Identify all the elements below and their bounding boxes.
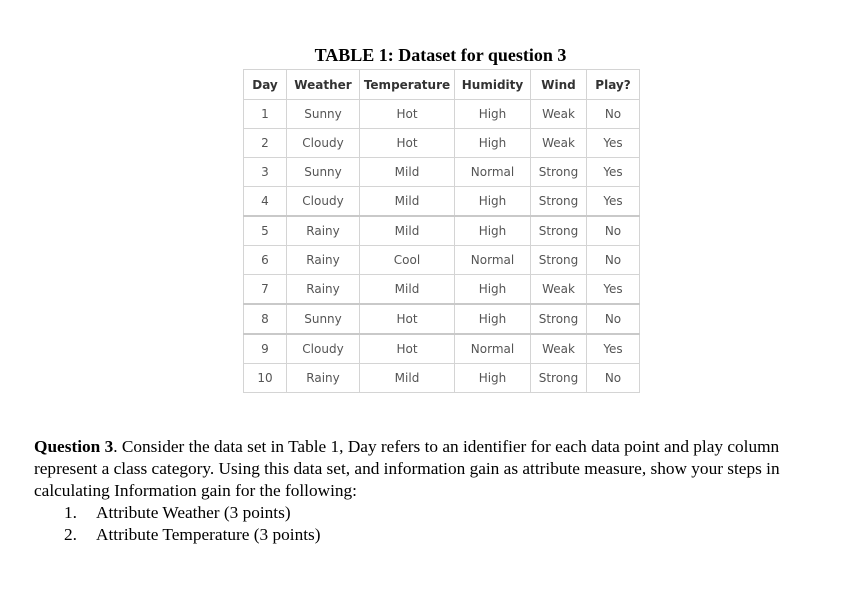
cell-play: No (587, 364, 640, 393)
cell-wind: Weak (531, 275, 587, 305)
cell-day: 6 (244, 246, 287, 275)
table-row (244, 129, 640, 158)
cell-play: No (587, 246, 640, 275)
cell-weather: Sunny (287, 304, 360, 334)
column-header-humidity: Humidity (455, 70, 531, 100)
cell-day: 1 (244, 100, 287, 129)
question-block (34, 436, 834, 546)
cell-weather: Cloudy (287, 187, 360, 217)
cell-day: 10 (244, 364, 287, 393)
cell-play: Yes (587, 334, 640, 364)
cell-day: 7 (244, 275, 287, 305)
table-row (244, 187, 640, 217)
cell-weather: Cloudy (287, 129, 360, 158)
cell-humidity: High (455, 129, 531, 158)
cell-humidity: High (455, 304, 531, 334)
cell-play: Yes (587, 129, 640, 158)
cell-wind: Weak (531, 129, 587, 158)
cell-weather: Sunny (287, 158, 360, 187)
cell-weather: Cloudy (287, 334, 360, 364)
question-list (34, 502, 834, 546)
cell-weather: Rainy (287, 364, 360, 393)
cell-play: Yes (587, 158, 640, 187)
cell-humidity: High (455, 216, 531, 246)
question-paragraph (34, 436, 834, 502)
cell-temperature: Mild (360, 275, 455, 305)
table-row (244, 334, 640, 364)
cell-humidity: Normal (455, 334, 531, 364)
cell-wind: Strong (531, 216, 587, 246)
table-row (244, 246, 640, 275)
column-header-day: Day (244, 70, 287, 100)
table-row (244, 158, 640, 187)
question-label: Question 3 (34, 437, 114, 456)
table-row (244, 216, 640, 246)
table-row (244, 275, 640, 305)
cell-humidity: High (455, 275, 531, 305)
cell-temperature: Mild (360, 364, 455, 393)
cell-day: 5 (244, 216, 287, 246)
cell-wind: Weak (531, 100, 587, 129)
cell-humidity: Normal (455, 246, 531, 275)
cell-temperature: Cool (360, 246, 455, 275)
cell-humidity: High (455, 100, 531, 129)
cell-wind: Strong (531, 364, 587, 393)
cell-humidity: Normal (455, 158, 531, 187)
table-row (244, 304, 640, 334)
table-row (244, 364, 640, 393)
cell-temperature: Hot (360, 334, 455, 364)
cell-weather: Sunny (287, 100, 360, 129)
cell-temperature: Hot (360, 129, 455, 158)
cell-temperature: Mild (360, 216, 455, 246)
cell-humidity: High (455, 187, 531, 217)
cell-wind: Strong (531, 304, 587, 334)
cell-weather: Rainy (287, 216, 360, 246)
cell-play: No (587, 304, 640, 334)
cell-humidity: High (455, 364, 531, 393)
cell-day: 2 (244, 129, 287, 158)
cell-weather: Rainy (287, 246, 360, 275)
column-header-temperature: Temperature (360, 70, 455, 100)
column-header-play: Play? (587, 70, 640, 100)
cell-wind: Strong (531, 187, 587, 217)
cell-temperature: Mild (360, 158, 455, 187)
list-item-number: 2. (64, 525, 77, 544)
cell-play: No (587, 216, 640, 246)
dataset-table (243, 69, 640, 393)
table-title: TABLE 1: Dataset for question 3 (314, 45, 567, 65)
list-item (34, 502, 834, 524)
cell-day: 3 (244, 158, 287, 187)
cell-wind: Strong (531, 158, 587, 187)
cell-weather: Rainy (287, 275, 360, 305)
cell-day: 8 (244, 304, 287, 334)
cell-day: 9 (244, 334, 287, 364)
cell-wind: Weak (531, 334, 587, 364)
list-item (34, 524, 834, 546)
question-text: . Consider the data set in Table 1, Day refers to an identifier for each data point and play column represent a class category. Using this data set, and information gain as attribute measure, show your steps in calculating Information gain for the following: (34, 437, 780, 500)
cell-temperature: Mild (360, 187, 455, 217)
cell-play: Yes (587, 187, 640, 217)
cell-play: No (587, 100, 640, 129)
table-row (244, 100, 640, 129)
list-item-text: Attribute Weather (3 points) (96, 503, 291, 522)
cell-wind: Strong (531, 246, 587, 275)
list-item-text: Attribute Temperature (3 points) (96, 525, 321, 544)
cell-play: Yes (587, 275, 640, 305)
table-header-row (244, 70, 640, 100)
cell-temperature: Hot (360, 304, 455, 334)
column-header-weather: Weather (287, 70, 360, 100)
cell-temperature: Hot (360, 100, 455, 129)
cell-day: 4 (244, 187, 287, 217)
list-item-number: 1. (64, 503, 77, 522)
column-header-wind: Wind (531, 70, 587, 100)
